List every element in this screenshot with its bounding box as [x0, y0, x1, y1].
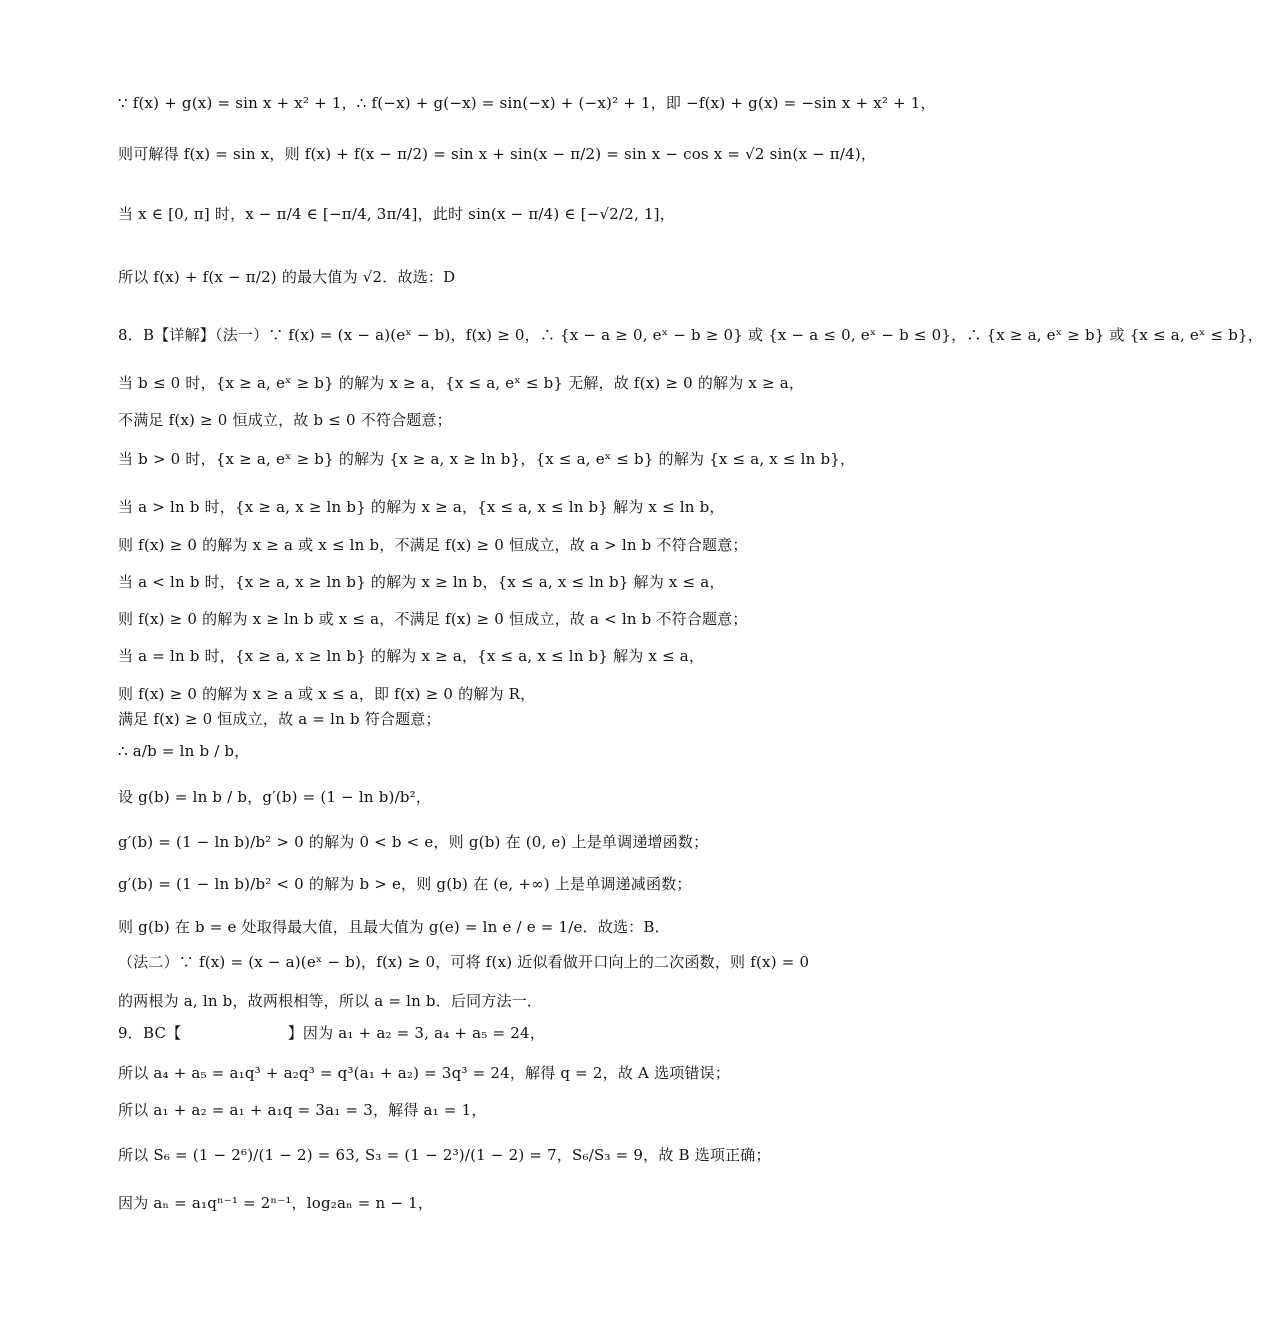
text-line: 则 f(x) ≥ 0 的解为 x ≥ ln b 或 x ≤ a，不满足 f(x) ≥ 0 恒成立，故 a < ln b 不符合题意； [118, 610, 748, 628]
text-line: 所以 S₆ = (1 − 2⁶)/(1 − 2) = 63, S₃ = (1 − 2³)/(1 − 2) = 7，S₆/S₃ = 9，故 B 选项正确； [118, 1146, 771, 1164]
text-line: 当 a > ln b 时，{x ≥ a, x ≥ ln b} 的解为 x ≥ a，{x ≤ a, x ≤ ln b} 解为 x ≤ ln b， [118, 498, 725, 516]
text-line: 则 f(x) ≥ 0 的解为 x ≥ a 或 x ≤ a，即 f(x) ≥ 0 的解为 R， [118, 685, 536, 703]
text-line: （法二）∵ f(x) = (x − a)(eˣ − b)，f(x) ≥ 0，可将 f(x) 近似看做开口向上的二次函数，则 f(x) = 0 [118, 953, 810, 971]
text-line: 则 f(x) ≥ 0 的解为 x ≥ a 或 x ≤ ln b，不满足 f(x) ≥ 0 恒成立，故 a > ln b 不符合题意； [118, 536, 748, 554]
text-line: 因为 aₙ = a₁qⁿ⁻¹ = 2ⁿ⁻¹，log₂aₙ = n − 1， [118, 1194, 434, 1212]
text-line: 当 b ≤ 0 时，{x ≥ a, eˣ ≥ b} 的解为 x ≥ a，{x ≤ a, eˣ ≤ b} 无解，故 f(x) ≥ 0 的解为 x ≥ a， [118, 374, 805, 392]
text-line: 则 g(b) 在 b = e 处取得最大值，且最大值为 g(e) = ln e / e = 1/e．故选：B． [118, 918, 670, 936]
text-line: 当 a = ln b 时，{x ≥ a, x ≥ ln b} 的解为 x ≥ a，{x ≤ a, x ≤ ln b} 解为 x ≤ a， [118, 647, 705, 665]
text-line: 所以 a₁ + a₂ = a₁ + a₁q = 3a₁ = 3，解得 a₁ = 1， [118, 1101, 487, 1119]
text-line: 当 a < ln b 时，{x ≥ a, x ≥ ln b} 的解为 x ≥ ln b，{x ≤ a, x ≤ ln b} 解为 x ≤ a， [118, 573, 725, 591]
text-line: 则可解得 f(x) = sin x，则 f(x) + f(x − π/2) = sin x + sin(x − π/2) = sin x − cos x = √2 sin(x − π/4)， [118, 145, 877, 163]
text-line: 9．BC【 】因为 a₁ + a₂ = 3, a₄ + a₅ = 24， [118, 1024, 545, 1042]
text-line: 不满足 f(x) ≥ 0 恒成立，故 b ≤ 0 不符合题意； [118, 411, 452, 429]
text-line: 当 x ∈ [0, π] 时，x − π/4 ∈ [−π/4, 3π/4]，此时 sin(x − π/4) ∈ [−√2/2, 1]， [118, 205, 675, 223]
text-line: 设 g(b) = ln b / b，g′(b) = (1 − ln b)/b²， [118, 788, 432, 806]
text-line: 满足 f(x) ≥ 0 恒成立，故 a = ln b 符合题意； [118, 710, 441, 728]
text-line: 8．B【详解】（法一）∵ f(x) = (x − a)(eˣ − b)，f(x) ≥ 0，∴ {x − a ≥ 0, eˣ − b ≥ 0} 或 {x − a ≤ 0, eˣ − b ≤ 0}，∴ {x ≥ a, eˣ ≥ b} 或 {x ≤ a, eˣ ≤ b}， [118, 326, 1263, 344]
text-line: ∴ a/b = ln b / b， [118, 742, 250, 760]
text-line: 所以 a₄ + a₅ = a₁q³ + a₂q³ = q³(a₁ + a₂) = 3q³ = 24，解得 q = 2，故 A 选项错误； [118, 1064, 731, 1082]
text-line: 所以 f(x) + f(x − π/2) 的最大值为 √2．故选：D [118, 268, 456, 286]
text-line: g′(b) = (1 − ln b)/b² < 0 的解为 b > e，则 g(b) 在 (e, +∞) 上是单调递减函数； [118, 875, 692, 893]
text-line: 当 b > 0 时，{x ≥ a, eˣ ≥ b} 的解为 {x ≥ a, x ≥ ln b}，{x ≤ a, eˣ ≤ b} 的解为 {x ≤ a, x ≤ ln b}， [118, 450, 856, 468]
text-line: ∵ f(x) + g(x) = sin x + x² + 1，∴ f(−x) + g(−x) = sin(−x) + (−x)² + 1，即 −f(x) + g(x) = −sin x + x² + 1， [118, 94, 936, 112]
text-line: g′(b) = (1 − ln b)/b² > 0 的解为 0 < b < e，则 g(b) 在 (0, e) 上是单调递增函数； [118, 833, 709, 851]
text-line: 的两根为 a, ln b，故两根相等，所以 a = ln b．后同方法一． [118, 992, 543, 1010]
